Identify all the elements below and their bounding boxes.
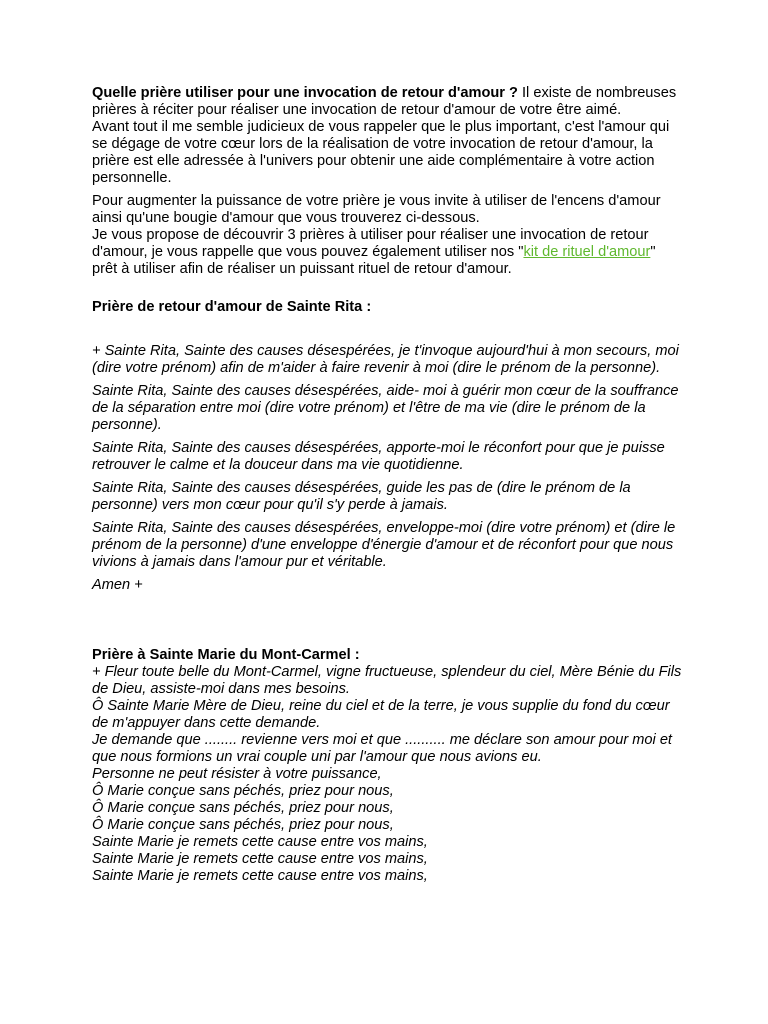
marie-line: Je demande que ........ revienne vers moi et que .......... me déclare son amour pour moi et que nous formions un vrai couple uni par l'amour que nous avions eu. xyxy=(92,732,672,765)
rita-heading: Prière de retour d'amour de Sainte Rita : xyxy=(92,299,372,315)
proposal-text-after: " prêt à utiliser afin de réaliser un puissant rituel de retour d'amour. xyxy=(92,244,656,277)
intro-proposal xyxy=(92,227,682,278)
rita-prayer xyxy=(92,343,682,594)
intro-paragraph xyxy=(92,85,682,119)
document-body xyxy=(92,85,682,885)
rita-paragraph: Sainte Rita, Sainte des causes désespérées, guide les pas de (dire le prénom de la personne) vers mon cœur pour qu'il s'y perde à jamais. xyxy=(92,480,631,513)
marie-line: Sainte Marie je remets cette cause entre vos mains, xyxy=(92,834,428,850)
marie-line: Ô Marie conçue sans péchés, priez pour nous, xyxy=(92,783,394,799)
intro-question: Quelle prière utiliser pour une invocation de retour d'amour ? xyxy=(92,85,518,101)
rita-paragraph: Sainte Rita, Sainte des causes désespérées, apporte-moi le réconfort pour que je puisse retrouver le calme et la douceur dans ma vie quotidienne. xyxy=(92,440,665,473)
marie-line: Ô Marie conçue sans péchés, priez pour nous, xyxy=(92,800,394,816)
rita-paragraph: Sainte Rita, Sainte des causes désespérées, enveloppe-moi (dire votre prénom) et (dire le prénom de la personne) d'une enveloppe d'énergie d'amour et de réconfort pour que nous vivions à jamais dans l'amour pur et véritable. xyxy=(92,520,676,570)
intro-question-rest: Il existe de nombreuses prières à réciter pour réaliser une invocation de retour d'amour de votre être aimé. xyxy=(92,85,677,118)
rita-paragraph: + Sainte Rita, Sainte des causes désespérées, je t'invoque aujourd'hui à mon secours, moi (dire votre prénom) afin de m'aider à faire revenir à moi (dire le prénom de la personne). xyxy=(92,343,679,376)
rita-amen: Amen + xyxy=(92,577,143,593)
marie-line: Personne ne peut résister à votre puissance, xyxy=(92,766,382,782)
marie-line: Ô Sainte Marie Mère de Dieu, reine du ciel et de la terre, je vous supplie du fond du cœur de m'appuyer dans cette demande. xyxy=(92,698,670,731)
intro-advice: Avant tout il me semble judicieux de vous rappeler que le plus important, c'est l'amour qui se dégage de votre cœur lors de la réalisation de votre invocation de retour d'amour, la prière est elle adressée à l'univers pour obtenir une aide complémentaire à votre action personnelle. xyxy=(92,119,670,186)
intro-incense: Pour augmenter la puissance de votre prière je vous invite à utiliser de l'encens d'amour ainsi qu'une bougie d'amour que vous trouverez ci-dessous. xyxy=(92,193,661,226)
marie-line: + Fleur toute belle du Mont-Carmel, vigne fructueuse, splendeur du ciel, Mère Bénie du Fils de Dieu, assiste-moi dans mes besoins. xyxy=(92,664,682,697)
marie-prayer xyxy=(92,664,682,885)
rita-paragraph: Sainte Rita, Sainte des causes désespérées, aide- moi à guérir mon cœur de la souffrance de la séparation entre moi (dire votre prénom) et l'être de ma vie (dire le prénom de la personne). xyxy=(92,383,679,433)
marie-line: Ô Marie conçue sans péchés, priez pour nous, xyxy=(92,817,394,833)
marie-heading: Prière à Sainte Marie du Mont-Carmel : xyxy=(92,647,360,663)
marie-line: Sainte Marie je remets cette cause entre vos mains, xyxy=(92,851,428,867)
proposal-text-before: Je vous propose de découvrir 3 prières à utiliser pour réaliser une invocation de retour d'amour, je vous rappelle que vous pouvez également utiliser nos " xyxy=(92,227,649,260)
marie-line: Sainte Marie je remets cette cause entre vos mains, xyxy=(92,868,428,884)
ritual-kit-link[interactable]: kit de rituel d'amour xyxy=(523,244,651,260)
